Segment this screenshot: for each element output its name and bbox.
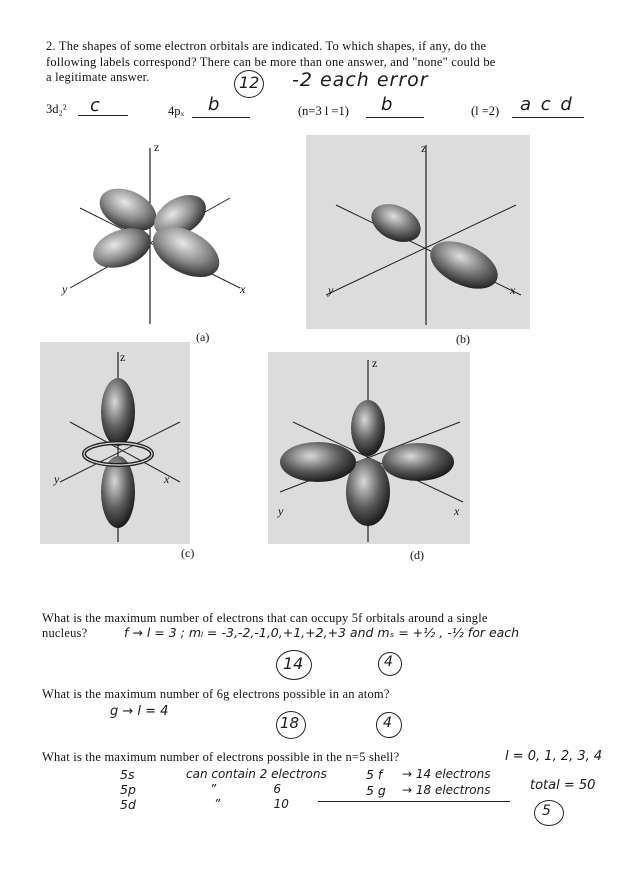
caption-a: (a)	[196, 330, 210, 344]
work-row-5g-desc: → 18 electrons	[402, 783, 491, 797]
question2-score: 12	[239, 73, 260, 92]
question5-text: What is the maximum number of electrons possible in the n=5 shell?	[42, 750, 400, 764]
blank-3dz2	[78, 100, 128, 116]
label-n3-l1: (n=3 l =1)	[298, 104, 349, 118]
work-row-5d-desc: ” 10	[214, 797, 289, 811]
blank-n3-l1	[366, 102, 424, 118]
question3-work: f → l = 3 ; mₗ = -3,-2,-1,0,+1,+2,+3 and mₛ = +½ , -½ for each	[124, 625, 520, 640]
question4-text: What is the maximum number of 6g electrons possible in an atom?	[42, 687, 390, 701]
label-4px: 4pₓ	[168, 104, 185, 118]
question4-work: g → l = 4	[110, 704, 169, 719]
question3-line1: What is the maximum number of electrons that can occupy 5f orbitals around a single	[42, 611, 488, 625]
orbital-panel-c	[40, 342, 190, 544]
orbital-panel-b	[306, 135, 530, 329]
label-l2: (l =2)	[471, 104, 500, 118]
caption-d: (d)	[410, 548, 424, 562]
label-3dz2: 3d₂²	[46, 102, 67, 116]
question3-line2: nucleus?	[42, 626, 88, 640]
question4-answer: 18	[280, 714, 300, 732]
axis-y-a: y	[62, 282, 68, 296]
answer-l2: a c d	[520, 94, 574, 115]
axis-z-c: z	[120, 350, 126, 364]
orbital-panel-d	[268, 352, 470, 544]
question3-score: 4	[384, 654, 393, 670]
answer-n3-l1: b	[381, 94, 393, 115]
work-row-5s-sub: 5s	[120, 767, 135, 782]
axis-z-a: z	[154, 140, 160, 154]
answer-4px: b	[208, 94, 220, 115]
orbital-d-diagram	[268, 352, 470, 544]
axis-z-d: z	[372, 356, 378, 370]
axis-y-c: y	[54, 472, 60, 486]
question2-grading-note: -2 each error	[292, 69, 429, 91]
question2-line3: a legitimate answer.	[46, 70, 150, 84]
work-row-5f-sub: 5 f	[366, 767, 383, 782]
blank-4px	[192, 102, 250, 118]
orbital-panel-a	[50, 138, 260, 328]
work-row-5d-sub: 5d	[120, 797, 136, 812]
axis-x-d: x	[454, 504, 460, 518]
axis-z-b: z	[421, 141, 427, 155]
orbital-c-diagram	[40, 342, 190, 544]
axis-y-d: y	[278, 504, 284, 518]
axis-x-a: x	[240, 282, 246, 296]
question5-total: total = 50	[530, 778, 596, 793]
work-row-5g-sub: 5 g	[366, 783, 386, 798]
question2-line1: 2. The shapes of some electron orbitals are indicated. To which shapes, if any, do the	[46, 39, 487, 53]
question4-score: 4	[383, 715, 392, 731]
caption-c: (c)	[181, 546, 195, 560]
work-row-5p-sub: 5p	[120, 782, 136, 797]
axis-y-b: y	[328, 283, 334, 297]
work-row-5s-desc: can contain 2 electrons	[186, 767, 327, 781]
question2-line2: following labels correspond? There can be more than one answer, and "none" could be	[46, 55, 496, 69]
orbital-b-diagram	[306, 135, 530, 329]
caption-b: (b)	[456, 332, 470, 346]
orbital-a-diagram	[50, 138, 260, 328]
axis-x-b: x	[510, 283, 516, 297]
question3-answer: 14	[283, 654, 304, 673]
question5-score: 5	[542, 803, 551, 819]
axis-x-c: x	[164, 472, 170, 486]
sum-underline	[318, 801, 510, 802]
answer-3dz2: c	[90, 95, 100, 116]
work-row-5p-desc: ” 6	[210, 782, 282, 796]
work-row-5f-desc: → 14 electrons	[402, 767, 491, 781]
question5-l-values: l = 0, 1, 2, 3, 4	[505, 749, 603, 764]
